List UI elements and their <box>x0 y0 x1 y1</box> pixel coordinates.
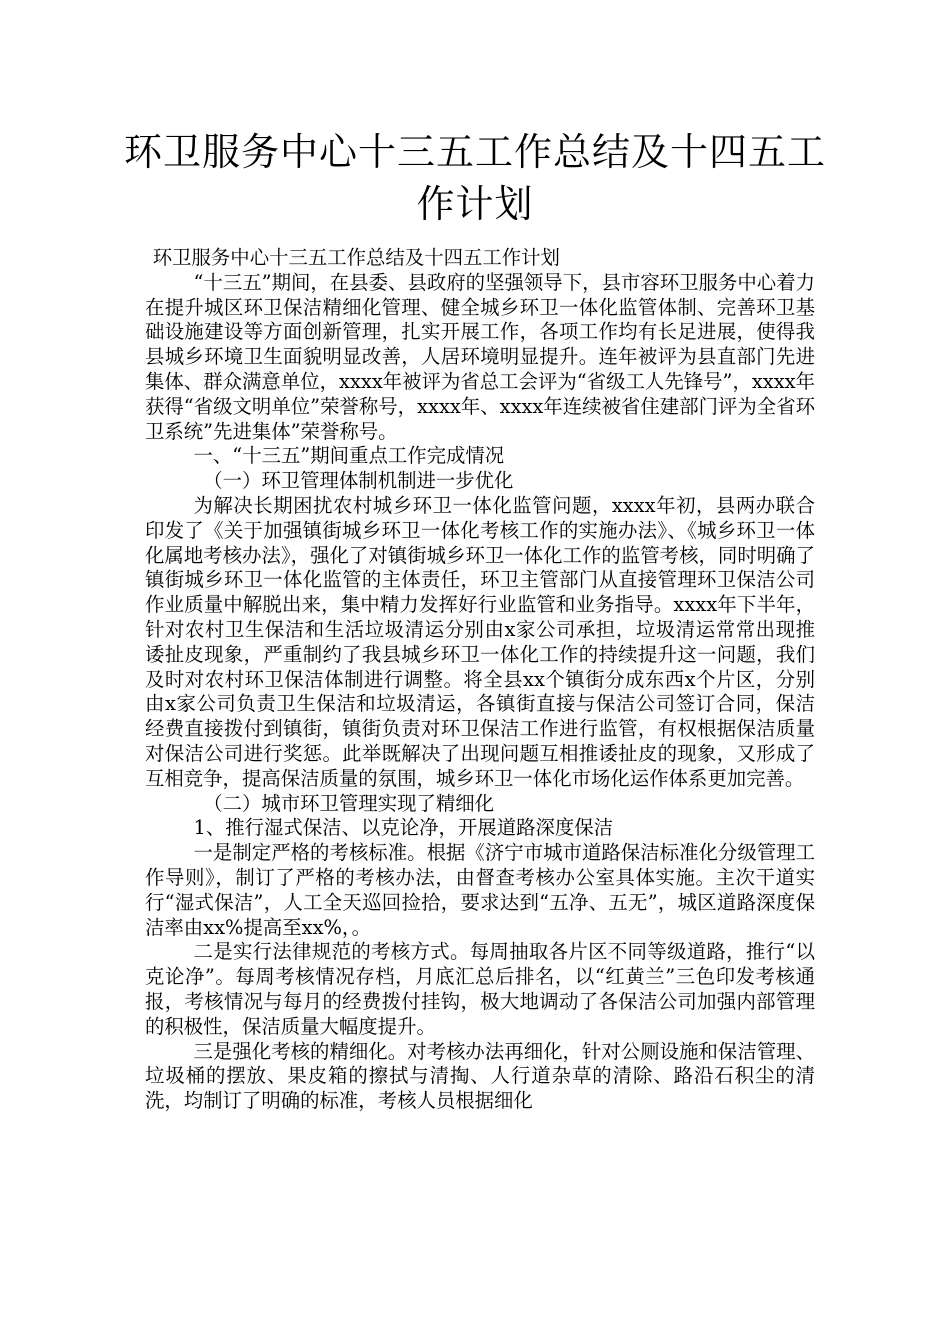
paragraph-intro: “十三五”期间，在县委、县政府的坚强领导下，县市容环卫服务中心着力在提升城区环卫保洁精细化管理、健全城乡环卫一体化监管体制、完善环卫基础设施建设等方面创新管理，扎实开展工作，各项工作均有长足进展，使得我县城乡环境卫生面貌明显改善，人居环境明显提升。连年被评为县直部门先进集体、群众满意单位，xxxx年被评为省总工会评为“省级工人先锋号”，xxxx年获得“省级文明单位”荣誉称号，xxxx年、xxxx年连续被省住建部门评为全省环卫系统”先进集体”荣誉称号。 <box>145 270 815 443</box>
paragraph-management: 为解决长期困扰农村城乡环卫一体化监管问题，xxxx年初，县两办联合印发了《关于加强镇街城乡环卫一体化考核工作的实施办法》、《城乡环卫一体化属地考核办法》，强化了对镇街城乡环卫一体化工作的监管考核，同时明确了镇街城乡环卫一体化监管的主体责任，环卫主管部门从直接管理环卫保洁公司作业质量中解脱出来，集中精力发挥好行业监管和业务指导。xxxx年下半年，针对农村卫生保洁和生活垃圾清运分别由x家公司承担，垃圾清运常常出现推诿扯皮现象，严重制约了我县城乡环卫一体化工作的持续提升这一问题，我们及时对农村环卫保洁体制进行调整。将全县xx个镇街分成东西x个片区，分别由x家公司负责卫生保洁和垃圾清运，各镇街直接与保洁公司签订合同，保洁经费直接拨付到镇街，镇街负责对环卫保洁工作进行监管，有权根据保洁质量对保洁公司进行奖惩。此举既解决了出现问题互相推诿扯皮的现象，又形成了互相竞争，提高保洁质量的氛围，城乡环卫一体化市场化运作体系更加完善。 <box>145 493 815 790</box>
paragraph-assessment: 二是实行法律规范的考核方式。每周抽取各片区不同等级道路，推行“以克论净”。每周考核情况存档，月底汇总后排名，以“红黄兰”三色印发考核通报，考核情况与每月的经费拨付挂钩，极大地调动了各保洁公司加强内部管理的积极性，保洁质量大幅度提升。 <box>145 940 815 1038</box>
subsection-heading-2: （二）城市环卫管理实现了精细化 <box>203 791 495 815</box>
document-subtitle: 环卫服务中心十三五工作总结及十四五工作计划 <box>152 246 560 269</box>
document-title: 环卫服务中心十三五工作总结及十四五工作计划 <box>123 130 826 226</box>
paragraph-standards: 一是制定严格的考核标准。根据《济宁市城市道路保洁标准化分级管理工作导则》，制订了严格的考核办法，由督查考核办公室具体实施。主次干道实行“湿式保洁”，人工全天巡回捡拾，要求达到“五净、五无”，城区道路深度保洁率由xx%提高至xx%，。 <box>145 841 815 939</box>
paragraph-refinement: 三是强化考核的精细化。对考核办法再细化，针对公厕设施和保洁管理、垃圾桶的摆放、果皮箱的擦拭与清掏、人行道杂草的清除、路沿石积尘的清洗，均制订了明确的标准，考核人员根据细化 <box>145 1039 815 1113</box>
subsection-heading-1: （一）环卫管理体制机制进一步优化 <box>203 469 514 493</box>
document-body <box>145 246 815 1114</box>
section-heading-1: 一、“十三五”期间重点工作完成情况 <box>193 444 505 468</box>
item-heading-1: 1、推行湿式保洁、以克论净，开展道路深度保洁 <box>193 816 614 840</box>
